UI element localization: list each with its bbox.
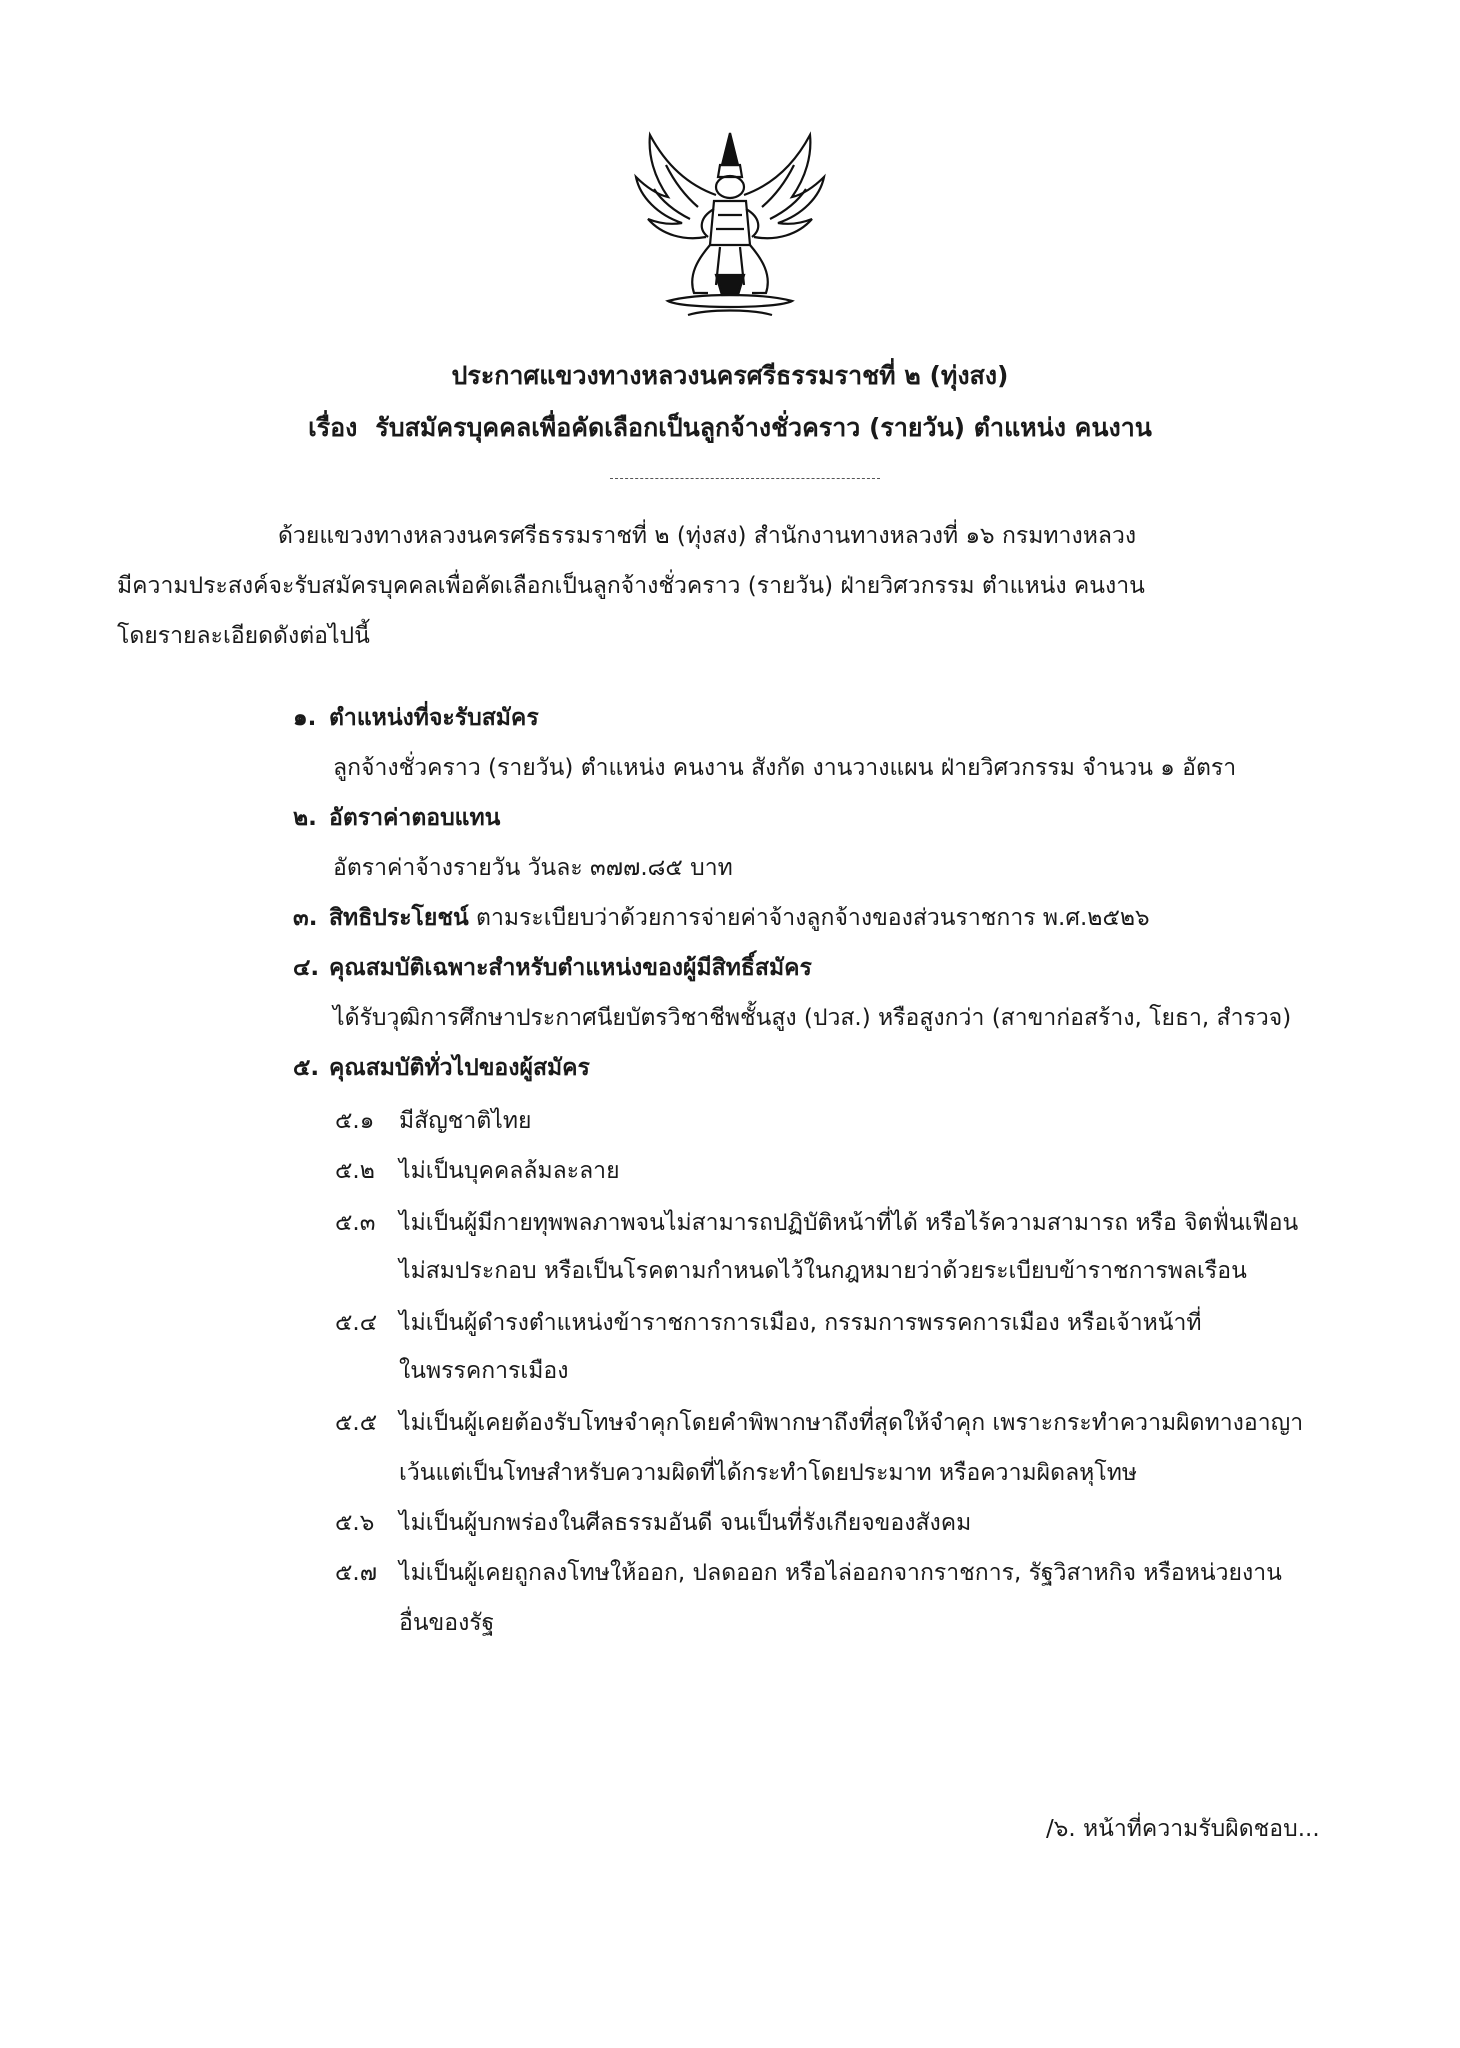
section-4-body: ได้รับวุฒิการศึกษาประกาศนียบัตรวิชาชีพชั้นสูง (ปวส.) หรือสูงกว่า (สาขาก่อสร้าง, โยธา, สำรวจ) xyxy=(333,1005,1292,1031)
section-number: ๕. xyxy=(293,1055,320,1081)
announcement-title: ประกาศแขวงทางหลวงนครศรีธรรมราชที่ ๒ (ทุ่งสง) xyxy=(451,361,1009,390)
qualification-item-continued: ไม่สมประกอบ หรือเป็นโรคตามกำหนดไว้ในกฎหมายว่าด้วยระเบียบข้าราชการพลเรือน xyxy=(399,1258,1247,1284)
intro-line-1: ด้วยแขวงทางหลวงนครศรีธรรมราชที่ ๒ (ทุ่งสง) สำนักงานทางหลวงที่ ๑๖ กรมทางหลวง xyxy=(278,523,1137,549)
intro-line-2: มีความประสงค์จะรับสมัครบุคคลเพื่อคัดเลือกเป็นลูกจ้างชั่วคราว (รายวัน) ฝ่ายวิศวกรรม ตำแหน่ง คนงาน xyxy=(117,573,1145,599)
continuation-note: /๖. หน้าที่ความรับผิดชอบ... xyxy=(1046,1816,1320,1842)
item-number: ๕.๖ xyxy=(335,1510,375,1536)
section-number: ๔. xyxy=(293,955,320,981)
qualification-item xyxy=(335,1105,531,1137)
item-number: ๕.๓ xyxy=(335,1210,376,1236)
announcement-subject xyxy=(0,410,1460,446)
item-number: ๕.๑ xyxy=(335,1108,375,1134)
item-number: ๕.๔ xyxy=(335,1310,378,1336)
section-title: คุณสมบัติทั่วไปของผู้สมัคร xyxy=(329,1055,590,1081)
item-text: ไม่เป็นผู้บกพร่องในศีลธรรมอันดี จนเป็นที่รังเกียจของสังคม xyxy=(399,1510,972,1536)
item-number: ๕.๕ xyxy=(335,1410,378,1436)
qualification-item-continued: ในพรรคการเมือง xyxy=(399,1358,569,1384)
section-2-heading xyxy=(293,802,500,834)
section-title: คุณสมบัติเฉพาะสำหรับตำแหน่งของผู้มีสิทธิ์สมัคร xyxy=(329,955,812,981)
item-number: ๕.๒ xyxy=(335,1158,375,1184)
subject-text: รับสมัครบุคคลเพื่อคัดเลือกเป็นลูกจ้างชั่วคราว (รายวัน) ตำแหน่ง คนงาน xyxy=(375,413,1152,442)
section-2-body: อัตราค่าจ้างรายวัน วันละ ๓๗๗.๘๕ บาท xyxy=(333,855,733,881)
qualification-item-continued: อื่นของรัฐ xyxy=(399,1610,495,1636)
section-1-heading xyxy=(293,702,539,734)
qualification-item xyxy=(335,1155,620,1187)
section-4-heading xyxy=(293,952,812,984)
section-title: สิทธิประโยชน์ xyxy=(329,905,469,931)
garuda-emblem-icon xyxy=(628,125,833,325)
section-number: ๒. xyxy=(293,805,317,831)
item-text: ไม่เป็นบุคคลล้มละลาย xyxy=(399,1158,620,1184)
qualification-item xyxy=(335,1557,1282,1589)
subject-label: เรื่อง xyxy=(308,413,358,442)
intro-line-3: โดยรายละเอียดดังต่อไปนี้ xyxy=(117,623,370,649)
section-title: อัตราค่าตอบแทน xyxy=(329,805,501,831)
qualification-item xyxy=(335,1307,1202,1339)
section-number: ๑. xyxy=(293,705,317,731)
qualification-item xyxy=(335,1207,1298,1239)
qualification-item xyxy=(335,1507,971,1539)
section-number: ๓. xyxy=(293,905,318,931)
section-3-body: ตามระเบียบว่าด้วยการจ่ายค่าจ้างลูกจ้างของส่วนราชการ พ.ศ.๒๕๒๖ xyxy=(476,905,1150,931)
item-text: ไม่เป็นผู้มีกายทุพพลภาพจนไม่สามารถปฏิบัติหน้าที่ได้ หรือไร้ความสามารถ หรือ จิตฟั่นเฟือน xyxy=(399,1210,1299,1236)
section-1-body: ลูกจ้างชั่วคราว (รายวัน) ตำแหน่ง คนงาน สังกัด งานวางแผน ฝ่ายวิศวกรรม จำนวน ๑ อัตรา xyxy=(333,755,1237,781)
item-text: มีสัญชาติไทย xyxy=(399,1108,532,1134)
section-5-heading xyxy=(293,1052,590,1084)
item-number: ๕.๗ xyxy=(335,1560,378,1586)
qualification-item xyxy=(335,1407,1303,1439)
item-text: ไม่เป็นผู้ดำรงตำแหน่งข้าราชการการเมือง, กรรมการพรรคการเมือง หรือเจ้าหน้าที่ xyxy=(399,1310,1202,1336)
title-divider xyxy=(610,478,880,479)
section-title: ตำแหน่งที่จะรับสมัคร xyxy=(329,705,539,731)
item-text: ไม่เป็นผู้เคยต้องรับโทษจำคุกโดยคำพิพากษาถึงที่สุดให้จำคุก เพราะกระทำความผิดทางอาญา xyxy=(399,1410,1304,1436)
item-text: ไม่เป็นผู้เคยถูกลงโทษให้ออก, ปลดออก หรือไล่ออกจากราชการ, รัฐวิสาหกิจ หรือหน่วยงาน xyxy=(399,1560,1282,1586)
qualification-item-continued: เว้นแต่เป็นโทษสำหรับความผิดที่ได้กระทำโดยประมาท หรือความผิดลหุโทษ xyxy=(399,1460,1138,1486)
section-3-heading xyxy=(293,902,1150,934)
